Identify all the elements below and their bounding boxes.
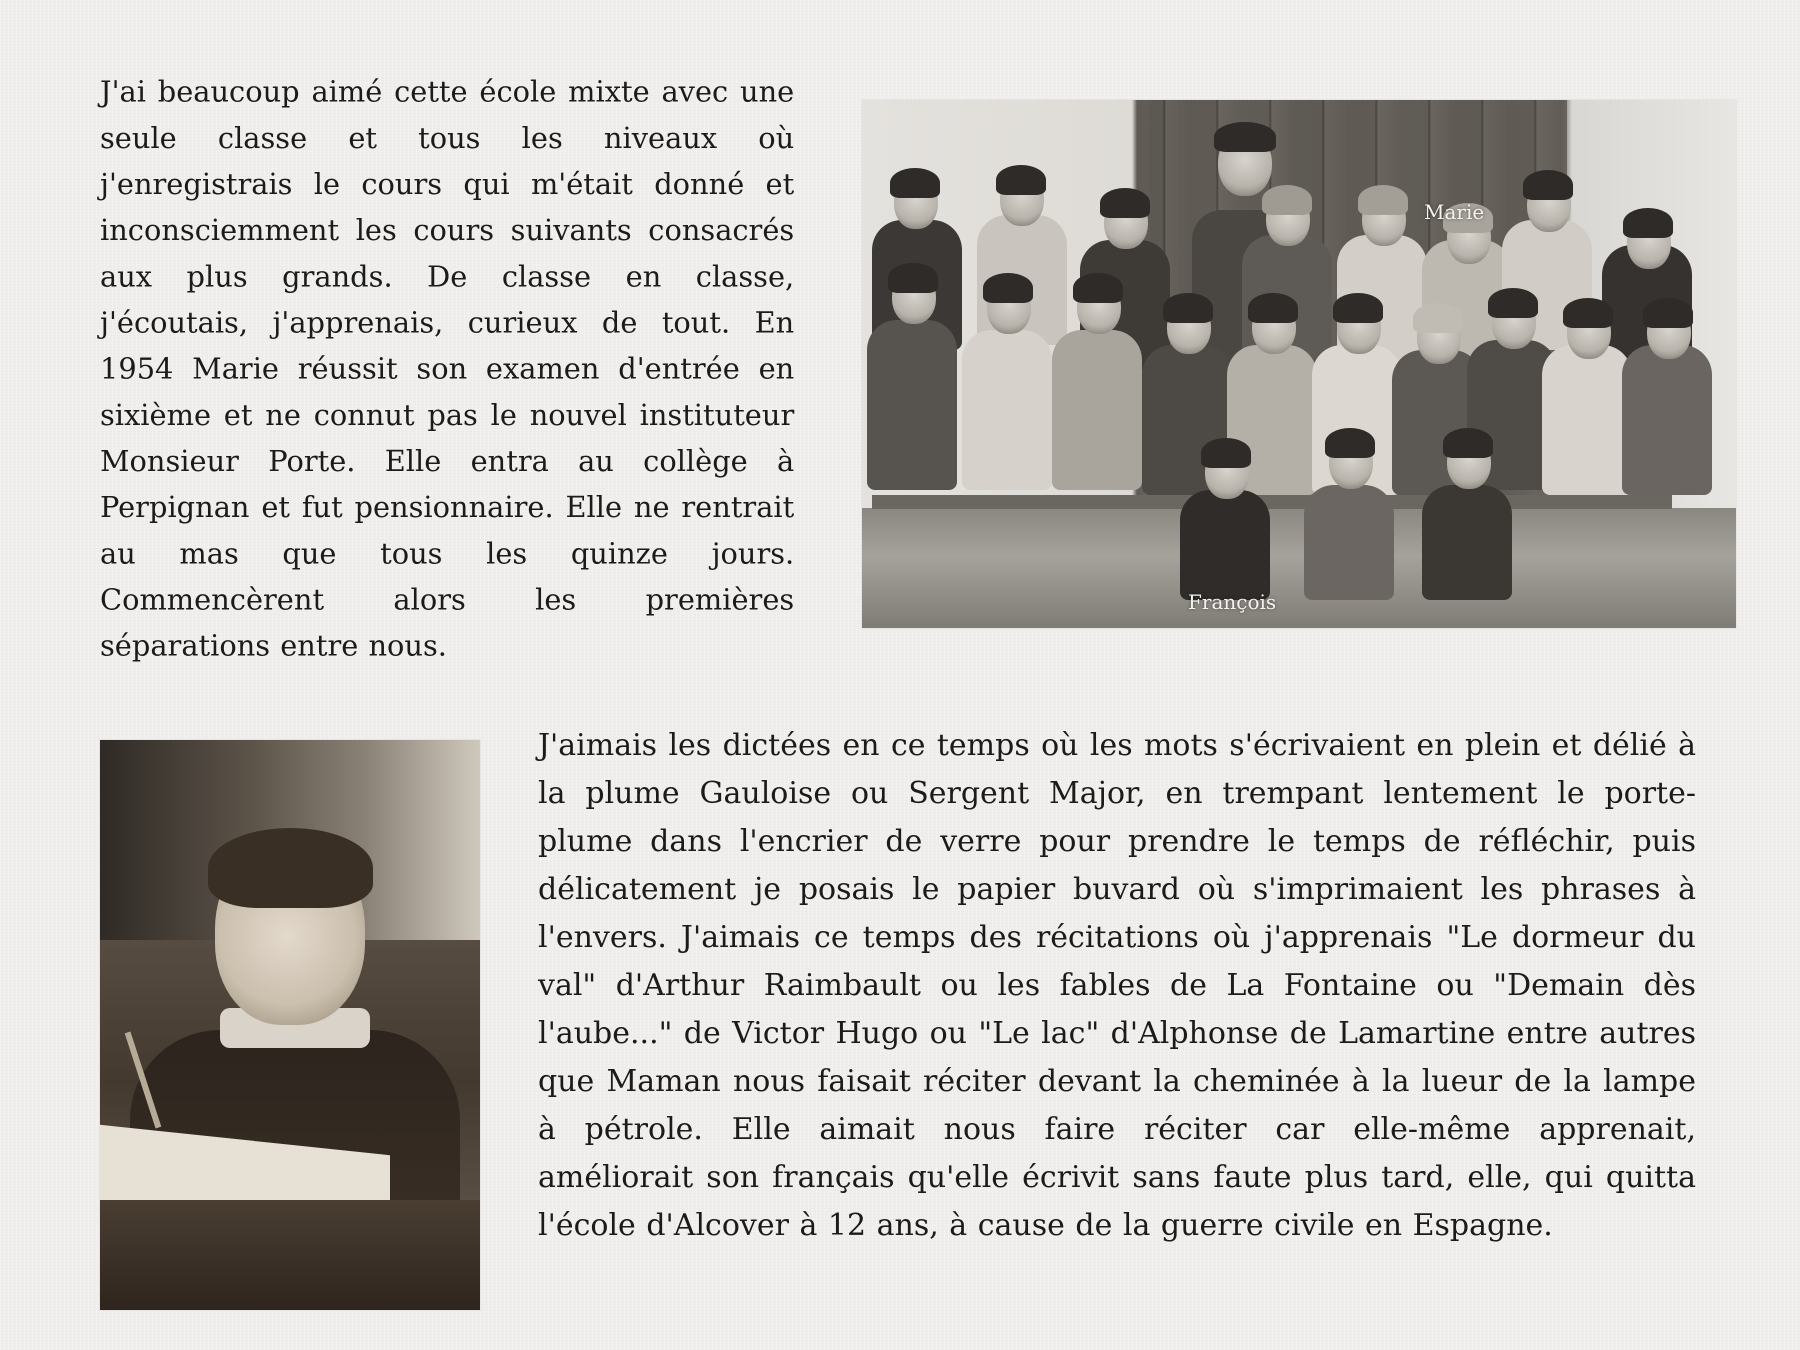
child-hair: [1413, 303, 1463, 333]
paragraph-dictations: J'aimais les dictées en ce temps où les mots s'écrivaient en plein et délié à la plume Gauloise ou Sergent Major, en trempant lentement le porte-plume dans l'encrier de verre pour prendre le temps de réfléchir, puis délicatement je posais le papier buvard où s'imprimaient les phrases à l'envers. J'aimais ce temps des récitations où j'apprenais "Le dormeur du val" d'Arthur Raimbault ou les fables de La Fontaine ou "Demain dès l'aube..." de Victor Hugo ou "Le lac" d'Alphonse de Lamartine entre autres que Maman nous faisait réciter devant la cheminée à la lueur de la lampe à pétrole. Elle aimait nous faire réciter car elle-même apprenait, améliorait son français qu'elle écrivit sans faute plus tard, elle, qui quitta l'école d'Alcover à 12 ans, à cause de la guerre civile en Espagne.: [538, 728, 1696, 1243]
child-figure: [1304, 485, 1394, 600]
child-hair: [1073, 273, 1123, 303]
child-figure: [1422, 485, 1512, 600]
child-hair: [888, 263, 938, 293]
photo-bench: [872, 495, 1672, 509]
child-hair: [1523, 170, 1573, 200]
child-hair: [1262, 185, 1312, 215]
child-figure: [867, 320, 957, 490]
child-hair: [996, 165, 1046, 195]
caption-francois: François: [1188, 590, 1277, 614]
portrait-photo: [100, 740, 480, 1310]
class-photo: [862, 100, 1736, 628]
photo-floor: [862, 508, 1736, 628]
child-hair: [1325, 428, 1375, 458]
child-hair: [1623, 208, 1673, 238]
child-figure: [1180, 490, 1270, 600]
portrait-hair: [208, 828, 373, 908]
child-hair: [1248, 293, 1298, 323]
child-hair: [1163, 293, 1213, 323]
child-hair: [1201, 438, 1251, 468]
child-hair: [1100, 188, 1150, 218]
child-hair: [983, 273, 1033, 303]
child-figure: [1622, 345, 1712, 495]
child-hair: [1333, 293, 1383, 323]
child-hair: [1563, 298, 1613, 328]
child-figure: [1052, 330, 1142, 490]
child-hair: [1358, 185, 1408, 215]
caption-marie: Marie: [1424, 200, 1485, 224]
portrait-desk: [100, 1200, 480, 1310]
child-hair: [1488, 288, 1538, 318]
child-hair: [1643, 298, 1693, 328]
child-hair: [1443, 428, 1493, 458]
child-figure: [1542, 345, 1632, 495]
child-hair: [890, 168, 940, 198]
child-figure: [962, 330, 1052, 490]
paragraph-school-memories: J'ai beaucoup aimé cette école mixte avec une seule classe et tous les niveaux où j'enregistrais le cours qui m'était donné et inconsciemment les cours suivants consacrés aux plus grands. De classe en classe, j'écoutais, j'apprenais, curieux de tout. En 1954 Marie réussit son examen d'entrée en sixième et ne connut pas le nouvel instituteur Monsieur Porte. Elle entra au collège à Perpignan et fut pensionnaire. Elle ne rentrait au mas que tous les quinze jours. Commencèrent alors les premières séparations entre nous.: [100, 75, 795, 664]
teacher-hair: [1214, 122, 1276, 152]
